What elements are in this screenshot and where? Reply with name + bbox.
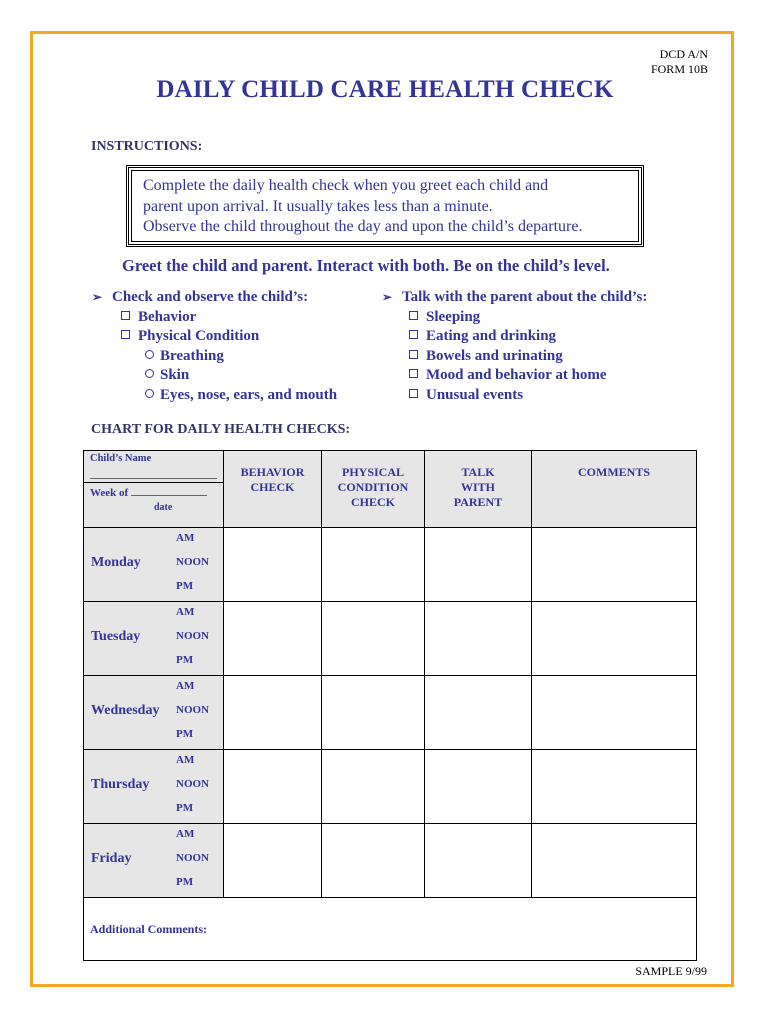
talk-parent-cell[interactable] <box>425 676 532 750</box>
day-cell <box>84 676 224 750</box>
observe-eyes: Eyes, nose, ears, and mouth <box>160 386 338 403</box>
col-comments: COMMENTS <box>532 451 697 528</box>
behavior-check-cell[interactable] <box>224 528 322 602</box>
arrow-bullet-icon: ➢ <box>92 290 103 304</box>
observe-breathing: Breathing <box>160 347 224 364</box>
physical-check-cell[interactable] <box>322 824 425 898</box>
comments-cell[interactable] <box>532 676 697 750</box>
observe-heading: Check and observe the child’s: <box>112 289 309 305</box>
instructions-line-3: Observe the child throughout the day and upon the child’s departure. <box>143 218 583 235</box>
talk-list <box>382 288 647 406</box>
behavior-check-cell[interactable] <box>224 750 322 824</box>
talk-parent-cell[interactable] <box>425 750 532 824</box>
slot-pm: PM <box>176 728 194 740</box>
talk-heading: Talk with the parent about the child’s: <box>402 289 648 305</box>
slot-noon: NOON <box>176 630 209 642</box>
date-label: date <box>154 502 173 513</box>
slot-am: AM <box>176 606 195 618</box>
slot-noon: NOON <box>176 556 209 568</box>
arrow-bullet-icon: ➢ <box>382 290 393 304</box>
checkbox-icon <box>409 311 418 320</box>
slot-am: AM <box>176 680 195 692</box>
checkbox-icon <box>409 389 418 398</box>
talk-item: Unusual events <box>426 386 524 403</box>
day-cell <box>84 750 224 824</box>
talk-item: Sleeping <box>426 308 481 325</box>
additional-comments-label: Additional Comments: <box>90 921 208 936</box>
table-row <box>84 824 697 898</box>
day-name: Tuesday <box>91 629 141 644</box>
comments-cell[interactable] <box>532 528 697 602</box>
observe-behavior: Behavior <box>138 308 197 325</box>
instructions-label: INSTRUCTIONS: <box>91 139 203 154</box>
chart-label: CHART FOR DAILY HEALTH CHECKS: <box>91 422 351 437</box>
form-code-line1: DCD A/N <box>659 47 708 61</box>
slot-am: AM <box>176 754 195 766</box>
physical-check-cell[interactable] <box>322 602 425 676</box>
checkbox-icon <box>409 330 418 339</box>
talk-parent-cell[interactable] <box>425 824 532 898</box>
slot-pm: PM <box>176 802 194 814</box>
talk-item: Bowels and urinating <box>426 347 563 364</box>
behavior-check-cell[interactable] <box>224 824 322 898</box>
chart-header-row <box>84 451 697 528</box>
week-of-label: Week of <box>90 487 207 499</box>
talk-item: Mood and behavior at home <box>426 367 607 384</box>
day-cell <box>84 528 224 602</box>
slot-am: AM <box>176 532 195 544</box>
checkbox-icon <box>409 369 418 378</box>
comments-cell[interactable] <box>532 750 697 824</box>
day-cell <box>84 824 224 898</box>
checkbox-icon <box>409 350 418 359</box>
circle-bullet-icon <box>145 389 154 398</box>
additional-comments-field[interactable] <box>84 898 697 961</box>
col-behavior-check: BEHAVIOR CHECK <box>224 451 322 528</box>
day-cell <box>84 602 224 676</box>
day-name: Friday <box>91 851 132 866</box>
day-name: Monday <box>91 555 141 570</box>
col-talk-with-parent: TALK WITH PARENT <box>425 451 532 528</box>
child-info-cell <box>84 451 224 528</box>
slot-noon: NOON <box>176 852 209 864</box>
greet-instruction: Greet the child and parent. Interact with both. Be on the child’s level. <box>122 256 610 275</box>
additional-comments-row <box>84 898 697 961</box>
childs-name-field[interactable] <box>90 478 217 479</box>
observe-list <box>92 288 337 406</box>
behavior-check-cell[interactable] <box>224 676 322 750</box>
physical-check-cell[interactable] <box>322 676 425 750</box>
day-name: Wednesday <box>91 703 160 718</box>
talk-parent-cell[interactable] <box>425 528 532 602</box>
slot-noon: NOON <box>176 704 209 716</box>
behavior-check-cell[interactable] <box>224 602 322 676</box>
checkbox-icon <box>121 311 130 320</box>
observe-physical: Physical Condition <box>138 328 260 345</box>
col-physical-condition-check: PHYSICAL CONDITION CHECK <box>322 451 425 528</box>
form-code <box>651 47 708 77</box>
physical-check-cell[interactable] <box>322 750 425 824</box>
observe-skin: Skin <box>160 367 190 384</box>
health-check-chart <box>83 450 697 961</box>
week-of-field[interactable] <box>131 495 207 496</box>
childs-name-label: Child’s Name <box>90 453 152 464</box>
page-title: DAILY CHILD CARE HEALTH CHECK <box>156 76 614 103</box>
form-code-line2: FORM 10B <box>650 62 708 76</box>
slot-pm: PM <box>176 580 194 592</box>
table-row <box>84 528 697 602</box>
sample-footer: SAMPLE 9/99 <box>635 964 707 978</box>
day-name: Thursday <box>91 777 150 792</box>
slot-pm: PM <box>176 654 194 666</box>
instructions-line-1: Complete the daily health check when you greet each child and <box>143 177 549 194</box>
instructions-box <box>126 165 644 247</box>
circle-bullet-icon <box>145 350 154 359</box>
comments-cell[interactable] <box>532 824 697 898</box>
table-row <box>84 750 697 824</box>
physical-check-cell[interactable] <box>322 528 425 602</box>
slot-pm: PM <box>176 876 194 888</box>
checkbox-icon <box>121 330 130 339</box>
comments-cell[interactable] <box>532 602 697 676</box>
slot-am: AM <box>176 828 195 840</box>
talk-item: Eating and drinking <box>426 328 557 345</box>
talk-parent-cell[interactable] <box>425 602 532 676</box>
table-row <box>84 602 697 676</box>
instructions-line-2: parent upon arrival. It usually takes less than a minute. <box>143 197 493 215</box>
slot-noon: NOON <box>176 778 209 790</box>
table-row <box>84 676 697 750</box>
circle-bullet-icon <box>145 369 154 378</box>
